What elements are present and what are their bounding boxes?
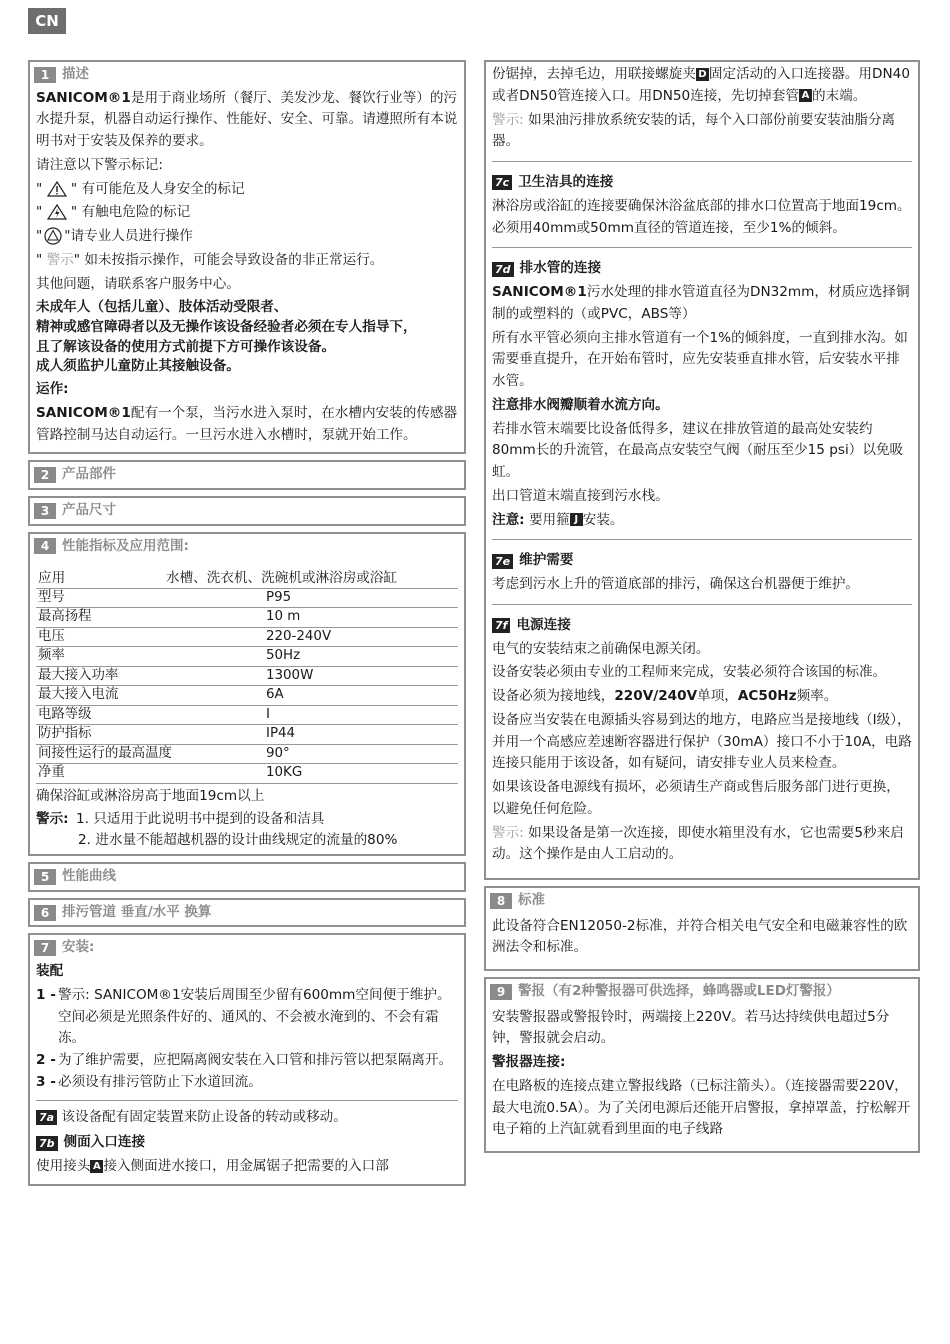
subsection-tag: 7d xyxy=(492,262,514,277)
spec-value: 10 m xyxy=(264,608,458,628)
spec-value: 90° xyxy=(264,744,458,764)
section-7-installation xyxy=(28,933,466,1185)
safety-line-3: 且了解该设备的使用方式前提下方可操作该设备。 xyxy=(36,338,336,355)
divider xyxy=(492,539,912,540)
part-key-a: A xyxy=(90,1160,103,1173)
spec-table xyxy=(36,589,458,784)
spec-warning-2: 2. 进水量不能超越机器的设计曲线规定的流量的80% xyxy=(78,831,398,848)
section-number: 9 xyxy=(490,984,512,1000)
section-number: 6 xyxy=(34,905,56,921)
subsection-title: 侧面入口连接 xyxy=(63,1134,146,1151)
caution-text: " 如未按指示操作，可能会导致设备的非正常运行。 xyxy=(73,251,384,268)
discharge-text-2: 所有水平管必须向主排水管道有一个1%的倾斜度，一直到排水沟。如需要垂直提升，在开始布管时，应先安装垂直排水管，后安装水平排水管。 xyxy=(492,329,908,389)
spec-label: 净重 xyxy=(36,764,264,784)
spec-value: I xyxy=(264,705,458,725)
safety-line-4: 成人须监护儿童防止其接触设备。 xyxy=(36,358,240,375)
part-key-d: D xyxy=(696,68,709,81)
language-badge: CN xyxy=(28,8,66,34)
spec-row xyxy=(36,627,458,647)
section-title: 性能指标及应用范围: xyxy=(62,537,189,554)
divider xyxy=(492,247,912,248)
contact-line: 其他问题，请联系客户服务中心。 xyxy=(36,275,240,292)
subsection-tag: 7c xyxy=(492,175,512,190)
spec-row xyxy=(36,647,458,667)
part-key-a: A xyxy=(799,89,812,102)
spec-label: 电压 xyxy=(36,627,264,647)
assembly-title: 装配 xyxy=(36,963,64,979)
grease-warning: 警示: 如果油污排放系统安装的话，每个入口部份前要安装油脂分离器。 xyxy=(492,111,896,150)
fixing-note xyxy=(36,1107,458,1129)
spec-value: IP44 xyxy=(264,725,458,745)
discharge-text-3: 若排水管末端要比设备低得多，建议在排放管道的最高处安装约80mm长的升流管，在最高点安装空气阀（耐压至少15 psi）以免吸虹。 xyxy=(492,420,904,480)
safety-line-1: 未成年人（包括儿童）、肢体活动受限者、 xyxy=(36,299,288,316)
divider xyxy=(492,161,912,162)
operation-body: 配有一个泵，当污水进入泵时，在水槽内安装的传感器管路控制马达自动运行。一旦污水进入水槽时，泵就开始工作。 xyxy=(36,404,458,443)
warning-intro: 请注意以下警示标记: xyxy=(36,156,163,173)
fixing-text: 该设备配有固定装置来防止设备的转动或移动。 xyxy=(61,1108,347,1125)
power-title xyxy=(492,615,912,637)
discharge-text-1: SANICOM®1污水处理的排水管道直径为DN32mm，材质应选择铜制的或塑料的（或PVC，ABS等） xyxy=(492,284,910,322)
caution-word: 警示: xyxy=(492,824,524,841)
warning-text-3: "请专业人员进行操作 xyxy=(64,228,193,245)
spec-warning-1: 1. 只适用于此说明书中提到的设备和洁具 xyxy=(76,811,325,828)
divider xyxy=(492,604,912,605)
section-2-parts xyxy=(28,460,466,490)
section-title: 警报（有2种警报器可供选择，蜂鸣器或LED灯警报） xyxy=(518,983,840,1000)
subsection-tag: 7f xyxy=(492,618,510,633)
spec-row xyxy=(36,666,458,686)
discharge-note: 注意: 要用箍 J 安装。 xyxy=(492,511,624,528)
spec-label: 电路等级 xyxy=(36,705,264,725)
power-text-3: 设备必须为接地线，220V/240V单项，AC50Hz频率。 xyxy=(492,688,838,704)
intro-text: 是用于商业场所（餐厅、美发沙龙、餐饮行业等）的污水提升泵，机器自动运行操作、性能好、安全、可靠。请遵照所有本说明书对于安装及保养的要求。 xyxy=(36,89,458,150)
caution-line: " 警示" 如未按指示操作，可能会导致设备的非正常运行。 xyxy=(36,251,384,268)
section-6-pipe-conversion xyxy=(28,898,466,928)
side-inlet-text: 使用接头 A 接入侧面进水接口，用金属锯子把需要的入口部 xyxy=(36,1158,389,1174)
spec-label: 最大接入电流 xyxy=(36,686,264,706)
warning-triangle-icon xyxy=(47,181,67,197)
electric-hazard-icon xyxy=(47,204,67,220)
spec-warnings xyxy=(36,809,458,850)
sanitary-title xyxy=(492,172,912,194)
spec-value: 50Hz xyxy=(264,647,458,667)
section-5-curve xyxy=(28,862,466,892)
item-text: 警示: SANICOM®1安装后周围至少留有600mm空间便于维护。空间必须是光照条件好的、通风的、不会被水淹到的、不会有霜冻。 xyxy=(58,986,451,1047)
spec-label: 最高扬程 xyxy=(36,608,264,628)
right-column xyxy=(484,60,920,1159)
subsection-title: 维护需要 xyxy=(519,552,574,569)
section-number: 3 xyxy=(34,503,56,519)
alarm-connection-title: 警报器连接: xyxy=(492,1054,566,1071)
warning-line-2: " " 有触电危险的标记 xyxy=(36,204,191,221)
section-title: 产品部件 xyxy=(62,466,116,483)
spec-row xyxy=(36,764,458,784)
part-key-j: J xyxy=(570,513,583,526)
caution-word: 警示: xyxy=(492,111,524,128)
divider xyxy=(36,1100,458,1101)
section-title: 安装: xyxy=(62,939,95,956)
section-8-standards xyxy=(484,886,920,971)
section-title: 排污管道 垂直/水平 换算 xyxy=(62,903,212,920)
subsection-title: 电源连接 xyxy=(516,616,571,633)
subsection-tag: 7a xyxy=(36,1110,57,1125)
discharge-text-4: 出口管道末端直接到污水栈。 xyxy=(492,487,669,504)
spec-row xyxy=(36,589,458,608)
warning-line-1: " " 有可能危及人身安全的标记 xyxy=(36,180,245,197)
application-label: 应用 xyxy=(38,570,66,587)
section-number: 8 xyxy=(490,893,512,909)
professional-operator-icon xyxy=(42,227,64,245)
section-9-alarm xyxy=(484,977,920,1153)
side-inlet-title xyxy=(36,1132,458,1154)
power-warning: 警示: 如果设备是第一次连接，即使水箱里没有水，它也需要5秒来启动。这个操作是由人工启动的。 xyxy=(492,824,904,863)
safety-line-2: 精神或感官障碍者以及无操作该设备经验者必须在专人指导下， xyxy=(36,319,417,336)
discharge-bold: 注意排水阀瓣顺着水流方向。 xyxy=(492,396,669,413)
spec-row xyxy=(36,725,458,745)
brand-name: SANICOM®1 xyxy=(36,404,131,421)
subsection-title: 卫生洁具的连接 xyxy=(518,174,614,190)
operation-text xyxy=(36,403,458,447)
brand-name: SANICOM®1 xyxy=(492,284,587,300)
subsection-tag: 7e xyxy=(492,554,513,569)
item-number: 1 - xyxy=(36,986,56,1003)
install-item-2 xyxy=(36,1050,458,1072)
spec-value: 10KG xyxy=(264,764,458,784)
section-title: 产品尺寸 xyxy=(62,502,116,518)
alarm-text-1: 安装警报器或警报铃时，两端接上220V。若马达持续供电超过5分钟，警报就会启动。 xyxy=(492,1008,890,1047)
spec-value: 1300W xyxy=(264,666,458,686)
section-title: 标准 xyxy=(518,892,545,908)
application-row xyxy=(36,569,458,589)
warning-line-3: " "请专业人员进行操作 xyxy=(36,228,193,245)
subsection-title: 排水管的连接 xyxy=(519,260,602,277)
intro-paragraph xyxy=(36,88,458,153)
spec-row xyxy=(36,744,458,764)
installation-continued xyxy=(484,60,920,880)
power-text-2: 设备安装必须由专业的工程师来完成，安装必须符合该国的标准。 xyxy=(492,664,887,681)
spec-row xyxy=(36,705,458,725)
item-text: 必须设有排污管防止下水道回流。 xyxy=(58,1073,262,1090)
standards-text: 此设备符合EN12050-2标准，并符合相关电气安全和电磁兼容性的欧洲法令和标准。 xyxy=(492,917,908,956)
application-value: 水槽、洗衣机、洗碗机或淋浴房或浴缸 xyxy=(166,570,398,587)
spec-label: 间接性运行的最高温度 xyxy=(36,744,264,764)
item-text: 为了维护需要，应把隔离阀安装在入口管和排污管以把泵隔离开。 xyxy=(58,1052,453,1068)
section-title: 描述 xyxy=(62,66,89,82)
spec-value: 220-240V xyxy=(264,627,458,647)
spec-row xyxy=(36,608,458,628)
section-number: 4 xyxy=(34,538,56,554)
section-header xyxy=(30,62,464,88)
spec-label: 最大接入功率 xyxy=(36,666,264,686)
spec-row xyxy=(36,686,458,706)
power-text-5: 如果该设备电源线有损坏，必须请生产商或售后服务部门进行更换，以避免任何危险。 xyxy=(492,779,900,817)
section-number: 1 xyxy=(34,67,56,83)
item-number: 2 - xyxy=(36,1052,56,1068)
warning-text-1: " 有可能危及人身安全的标记 xyxy=(70,180,245,197)
install-item-3 xyxy=(36,1072,458,1094)
subsection-tag: 7b xyxy=(36,1136,58,1151)
left-column xyxy=(28,60,466,1192)
alarm-text-2: 在电路板的连接点建立警报线路（已标注箭头）。（连接器需要220V，最大电流0.5A）。为了关闭电源后还能开启警报，拿掉罩盖，拧松解开电子箱的上汽缸就看到里面的电子线路 xyxy=(492,1077,911,1138)
section-4-specifications xyxy=(28,532,466,857)
sanitary-text: 淋浴房或浴缸的连接要确保沐浴盆底部的排水口位置高于地面19cm。必须用40mm或50mm直径的管道连接，至少1%的倾斜。 xyxy=(492,197,911,236)
section-number: 5 xyxy=(34,869,56,885)
section-number: 7 xyxy=(34,940,56,956)
height-note: 确保浴缸或淋浴房高于地面19cm以上 xyxy=(36,787,265,804)
section-title: 性能曲线 xyxy=(62,868,116,885)
maintenance-title xyxy=(492,550,912,572)
operation-title: 运作: xyxy=(36,381,69,398)
warning-text-2: " 有触电危险的标记 xyxy=(70,204,191,221)
inlet-continued: 份锯掉，去掉毛边，用联接螺旋夹 D 固定活动的入口连接器。用DN40或者DN50管连接入口。用DN50连接，先切掉套管 A 的末端。 xyxy=(492,66,910,104)
power-text-1: 电气的安装结束之前确保电源关闭。 xyxy=(492,640,710,657)
warning-label: 警示: xyxy=(36,811,69,828)
brand-name: SANICOM®1 xyxy=(36,89,131,106)
section-3-dimensions xyxy=(28,496,466,526)
spec-label: 频率 xyxy=(36,647,264,667)
spec-label: 型号 xyxy=(36,589,264,608)
power-text-4: 设备应当安装在电源插头容易到达的地方，电路应当是接地线（I级），并用一个高感应差速断容器进行保护（30mA）接口不小于10A，电路连接只能用于该设备，如有疑问，请安排专业人员来检查。 xyxy=(492,711,912,772)
item-number: 3 - xyxy=(36,1073,56,1090)
spec-label: 防护指标 xyxy=(36,725,264,745)
section-number: 2 xyxy=(34,467,56,483)
section-1-description xyxy=(28,60,466,454)
discharge-title xyxy=(492,258,912,280)
install-item-1 xyxy=(36,985,458,1050)
spec-value: 6A xyxy=(264,686,458,706)
maintenance-text: 考虑到污水上升的管道底部的排污，确保这台机器便于维护。 xyxy=(492,576,860,592)
spec-value: P95 xyxy=(264,589,458,608)
safety-notice xyxy=(36,298,458,377)
caution-word: 警示 xyxy=(46,251,74,268)
